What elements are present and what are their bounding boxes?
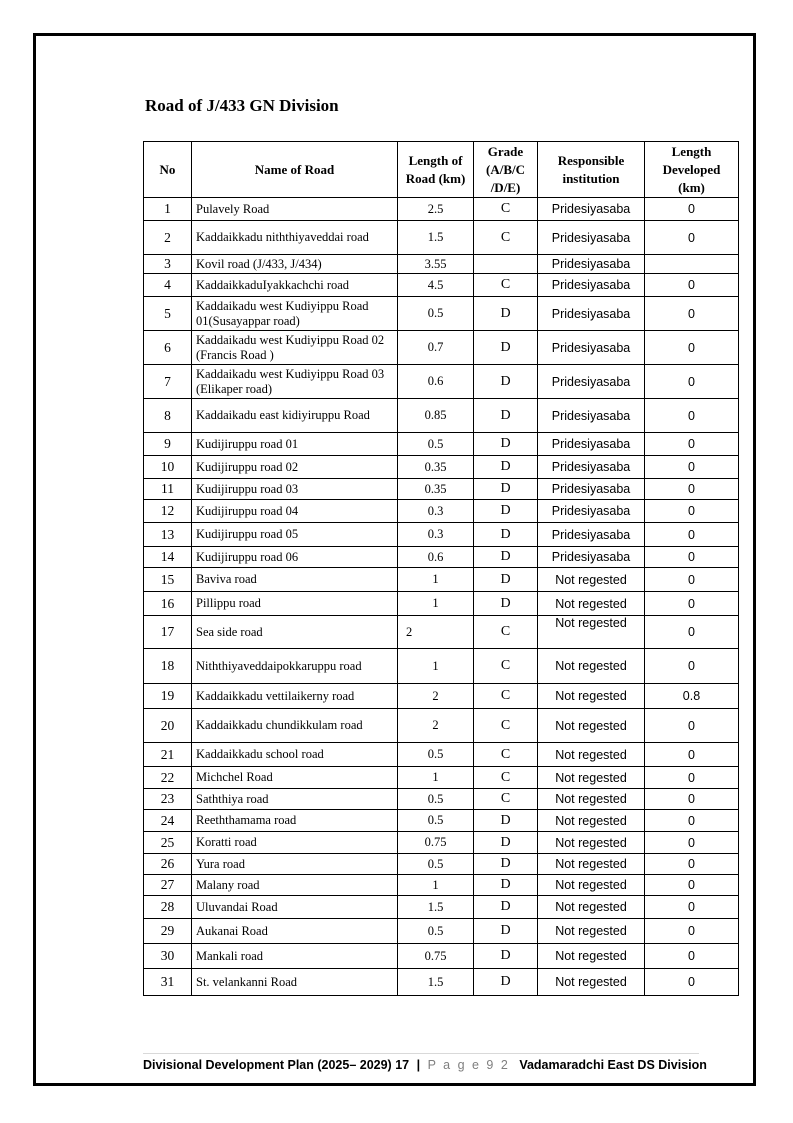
cell-grade: C	[474, 789, 538, 810]
cell-responsible: Not regested	[538, 944, 645, 969]
cell-responsible: Not regested	[538, 709, 645, 743]
cell-grade: D	[474, 523, 538, 547]
footer-separator: |	[416, 1058, 421, 1072]
table-row	[144, 479, 739, 500]
cell-length: 0.3	[398, 523, 474, 547]
cell-no: 4	[144, 274, 192, 297]
cell-grade: D	[474, 875, 538, 896]
cell-responsible: Pridesiyasaba	[538, 221, 645, 255]
header-length: Length of Road (km)	[398, 142, 474, 198]
page-title: Road of J/433 GN Division	[145, 96, 339, 115]
cell-grade: C	[474, 198, 538, 221]
cell-developed: 0	[645, 297, 739, 331]
cell-grade: D	[474, 500, 538, 523]
cell-road-name: Michchel Road	[192, 767, 398, 789]
cell-no: 29	[144, 919, 192, 944]
cell-grade: C	[474, 709, 538, 743]
cell-developed: 0	[645, 523, 739, 547]
cell-no: 18	[144, 649, 192, 684]
cell-no: 31	[144, 969, 192, 996]
cell-grade: C	[474, 767, 538, 789]
cell-grade: D	[474, 456, 538, 479]
cell-grade	[474, 255, 538, 274]
cell-road-name: Kudijiruppu road 01	[192, 433, 398, 456]
cell-length: 0.7	[398, 331, 474, 365]
cell-responsible: Not regested	[538, 568, 645, 592]
table-row	[144, 297, 739, 331]
cell-length: 0.5	[398, 854, 474, 875]
cell-developed	[645, 255, 739, 274]
table-row	[144, 433, 739, 456]
cell-responsible: Pridesiyasaba	[538, 479, 645, 500]
cell-responsible: Not regested	[538, 854, 645, 875]
cell-developed: 0	[645, 709, 739, 743]
cell-developed: 0	[645, 944, 739, 969]
cell-developed: 0	[645, 274, 739, 297]
cell-developed: 0	[645, 743, 739, 767]
cell-responsible: Pridesiyasaba	[538, 255, 645, 274]
table-row	[144, 684, 739, 709]
cell-responsible: Not regested	[538, 896, 645, 919]
table-row	[144, 944, 739, 969]
cell-length: 0.3	[398, 500, 474, 523]
cell-no: 28	[144, 896, 192, 919]
cell-developed: 0	[645, 832, 739, 854]
table-row	[144, 523, 739, 547]
table-row	[144, 896, 739, 919]
cell-developed: 0	[645, 547, 739, 568]
cell-no: 1	[144, 198, 192, 221]
table-row	[144, 399, 739, 433]
table-row	[144, 767, 739, 789]
cell-length: 1	[398, 767, 474, 789]
cell-length: 2.5	[398, 198, 474, 221]
header-name: Name of Road	[192, 142, 398, 198]
cell-grade: D	[474, 810, 538, 832]
cell-road-name: Sea side road	[192, 616, 398, 649]
cell-grade: D	[474, 944, 538, 969]
cell-length: 1	[398, 875, 474, 896]
cell-length: 2	[398, 709, 474, 743]
header-developed: Length Developed (km)	[645, 142, 739, 198]
cell-length: 0.85	[398, 399, 474, 433]
cell-responsible: Pridesiyasaba	[538, 399, 645, 433]
cell-responsible: Pridesiyasaba	[538, 523, 645, 547]
cell-road-name: Kudijiruppu road 06	[192, 547, 398, 568]
cell-grade: D	[474, 969, 538, 996]
cell-no: 15	[144, 568, 192, 592]
cell-responsible: Not regested	[538, 684, 645, 709]
cell-responsible: Not regested	[538, 743, 645, 767]
cell-road-name: Reeththamama road	[192, 810, 398, 832]
cell-length: 0.5	[398, 810, 474, 832]
cell-no: 14	[144, 547, 192, 568]
cell-no: 22	[144, 767, 192, 789]
table-row	[144, 255, 739, 274]
cell-length: 0.5	[398, 433, 474, 456]
cell-length: 0.6	[398, 365, 474, 399]
cell-length: 1	[398, 649, 474, 684]
cell-responsible: Pridesiyasaba	[538, 456, 645, 479]
header-responsible: Responsible institution	[538, 142, 645, 198]
table-row	[144, 789, 739, 810]
cell-no: 13	[144, 523, 192, 547]
table-row	[144, 456, 739, 479]
footer-plan-title: Divisional Development Plan (2025– 2029) 17	[143, 1058, 410, 1072]
header-grade: Grade (A/B/C /D/E)	[474, 142, 538, 198]
cell-length: 0.5	[398, 743, 474, 767]
cell-road-name: Kaddaikadu west Kudiyippu Road 01(Susayappar road)	[192, 297, 398, 331]
cell-grade: D	[474, 854, 538, 875]
table-row	[144, 221, 739, 255]
cell-road-name: Niththiyaveddaipokkaruppu road	[192, 649, 398, 684]
cell-grade: C	[474, 221, 538, 255]
cell-responsible: Not regested	[538, 789, 645, 810]
cell-responsible: Not regested	[538, 810, 645, 832]
cell-no: 11	[144, 479, 192, 500]
cell-developed: 0	[645, 789, 739, 810]
cell-no: 24	[144, 810, 192, 832]
cell-grade: D	[474, 433, 538, 456]
cell-no: 25	[144, 832, 192, 854]
cell-length: 0.6	[398, 547, 474, 568]
cell-road-name: Pillippu road	[192, 592, 398, 616]
cell-no: 9	[144, 433, 192, 456]
cell-length: 0.75	[398, 944, 474, 969]
cell-no: 2	[144, 221, 192, 255]
cell-no: 23	[144, 789, 192, 810]
cell-length: 0.5	[398, 297, 474, 331]
cell-grade: D	[474, 592, 538, 616]
cell-no: 12	[144, 500, 192, 523]
table-row	[144, 274, 739, 297]
cell-length: 0.75	[398, 832, 474, 854]
cell-grade: D	[474, 479, 538, 500]
cell-road-name: Kovil road (J/433, J/434)	[192, 255, 398, 274]
cell-responsible: Not regested	[538, 832, 645, 854]
table-row	[144, 331, 739, 365]
cell-no: 17	[144, 616, 192, 649]
cell-road-name: St. velankanni Road	[192, 969, 398, 996]
footer-page-number: P a g e 9 2	[427, 1058, 510, 1072]
table-header-row	[144, 142, 739, 198]
table-row	[144, 500, 739, 523]
cell-no: 20	[144, 709, 192, 743]
table-row	[144, 832, 739, 854]
cell-length: 2	[398, 684, 474, 709]
cell-length: 1	[398, 568, 474, 592]
cell-road-name: Kaddaikkadu chundikkulam road	[192, 709, 398, 743]
cell-grade: C	[474, 274, 538, 297]
table-body	[144, 198, 739, 996]
cell-developed: 0	[645, 875, 739, 896]
cell-responsible: Not regested	[538, 592, 645, 616]
roads-table	[143, 141, 739, 996]
cell-developed: 0	[645, 854, 739, 875]
cell-responsible: Pridesiyasaba	[538, 500, 645, 523]
table-row	[144, 592, 739, 616]
cell-developed: 0	[645, 433, 739, 456]
cell-developed: 0	[645, 969, 739, 996]
cell-developed: 0	[645, 500, 739, 523]
table-row	[144, 649, 739, 684]
cell-developed: 0	[645, 479, 739, 500]
cell-responsible: Not regested	[538, 616, 645, 649]
cell-road-name: Baviva road	[192, 568, 398, 592]
cell-responsible: Not regested	[538, 767, 645, 789]
cell-developed: 0	[645, 919, 739, 944]
cell-road-name: Malany road	[192, 875, 398, 896]
cell-responsible: Pridesiyasaba	[538, 331, 645, 365]
cell-developed: 0	[645, 399, 739, 433]
cell-no: 7	[144, 365, 192, 399]
cell-responsible: Pridesiyasaba	[538, 547, 645, 568]
cell-responsible: Not regested	[538, 649, 645, 684]
cell-road-name: Koratti road	[192, 832, 398, 854]
cell-road-name: Kudijiruppu road 02	[192, 456, 398, 479]
cell-developed: 0	[645, 456, 739, 479]
cell-road-name: Uluvandai Road	[192, 896, 398, 919]
cell-road-name: Aukanai Road	[192, 919, 398, 944]
cell-grade: C	[474, 649, 538, 684]
cell-road-name: Saththiya road	[192, 789, 398, 810]
cell-developed: 0	[645, 568, 739, 592]
cell-road-name: Mankali road	[192, 944, 398, 969]
table-row	[144, 616, 739, 649]
cell-length: 0.35	[398, 456, 474, 479]
cell-grade: D	[474, 896, 538, 919]
cell-no: 26	[144, 854, 192, 875]
cell-length: 1.5	[398, 969, 474, 996]
table-row	[144, 365, 739, 399]
cell-grade: C	[474, 684, 538, 709]
cell-no: 3	[144, 255, 192, 274]
cell-length: 0.5	[398, 789, 474, 810]
table-row	[144, 709, 739, 743]
table-row	[144, 810, 739, 832]
cell-responsible: Pridesiyasaba	[538, 274, 645, 297]
cell-developed: 0	[645, 331, 739, 365]
cell-grade: C	[474, 616, 538, 649]
cell-no: 10	[144, 456, 192, 479]
cell-no: 16	[144, 592, 192, 616]
table-row	[144, 547, 739, 568]
cell-developed: 0	[645, 810, 739, 832]
cell-length: 4.5	[398, 274, 474, 297]
page-footer	[143, 1053, 707, 1072]
table-row	[144, 743, 739, 767]
cell-responsible: Not regested	[538, 969, 645, 996]
cell-developed: 0	[645, 365, 739, 399]
cell-developed: 0	[645, 649, 739, 684]
cell-no: 6	[144, 331, 192, 365]
cell-responsible: Not regested	[538, 919, 645, 944]
cell-developed: 0	[645, 896, 739, 919]
cell-length: 3.55	[398, 255, 474, 274]
cell-developed: 0	[645, 767, 739, 789]
cell-grade: D	[474, 547, 538, 568]
cell-road-name: Pulavely Road	[192, 198, 398, 221]
cell-developed: 0	[645, 221, 739, 255]
cell-no: 27	[144, 875, 192, 896]
cell-responsible: Pridesiyasaba	[538, 365, 645, 399]
cell-no: 5	[144, 297, 192, 331]
header-no: No	[144, 142, 192, 198]
cell-no: 8	[144, 399, 192, 433]
cell-road-name: Kaddaikkadu school road	[192, 743, 398, 767]
cell-developed: 0	[645, 616, 739, 649]
cell-responsible: Not regested	[538, 875, 645, 896]
cell-length: 1.5	[398, 221, 474, 255]
cell-grade: C	[474, 743, 538, 767]
cell-responsible: Pridesiyasaba	[538, 297, 645, 331]
cell-road-name: Kaddaikadu east kidiyiruppu Road	[192, 399, 398, 433]
cell-no: 21	[144, 743, 192, 767]
cell-length: 1	[398, 592, 474, 616]
cell-responsible: Pridesiyasaba	[538, 198, 645, 221]
cell-developed: 0.8	[645, 684, 739, 709]
table-row	[144, 969, 739, 996]
cell-grade: D	[474, 331, 538, 365]
cell-length: 0.5	[398, 919, 474, 944]
cell-grade: D	[474, 365, 538, 399]
cell-road-name: Kudijiruppu road 03	[192, 479, 398, 500]
cell-road-name: Kaddaikkadu niththiyaveddai road	[192, 221, 398, 255]
cell-grade: D	[474, 399, 538, 433]
cell-road-name: Kudijiruppu road 05	[192, 523, 398, 547]
cell-no: 30	[144, 944, 192, 969]
cell-road-name: Kaddaikadu west Kudiyippu Road 03 (Elikaper road)	[192, 365, 398, 399]
cell-developed: 0	[645, 198, 739, 221]
cell-grade: D	[474, 832, 538, 854]
cell-no: 19	[144, 684, 192, 709]
table-row	[144, 568, 739, 592]
cell-road-name: Kudijiruppu road 04	[192, 500, 398, 523]
cell-length: 0.35	[398, 479, 474, 500]
cell-developed: 0	[645, 592, 739, 616]
cell-road-name: Kaddaikadu west Kudiyippu Road 02 (Francis Road )	[192, 331, 398, 365]
cell-length: 2	[398, 616, 474, 649]
cell-responsible: Pridesiyasaba	[538, 433, 645, 456]
cell-road-name: Kaddaikkadu vettilaikerny road	[192, 684, 398, 709]
table-row	[144, 198, 739, 221]
cell-grade: D	[474, 297, 538, 331]
cell-road-name: KaddaikkaduIyakkachchi road	[192, 274, 398, 297]
table-row	[144, 854, 739, 875]
cell-grade: D	[474, 919, 538, 944]
table-row	[144, 875, 739, 896]
cell-road-name: Yura road	[192, 854, 398, 875]
cell-length: 1.5	[398, 896, 474, 919]
table-row	[144, 919, 739, 944]
footer-division: Vadamaradchi East DS Division	[519, 1058, 707, 1072]
cell-grade: D	[474, 568, 538, 592]
